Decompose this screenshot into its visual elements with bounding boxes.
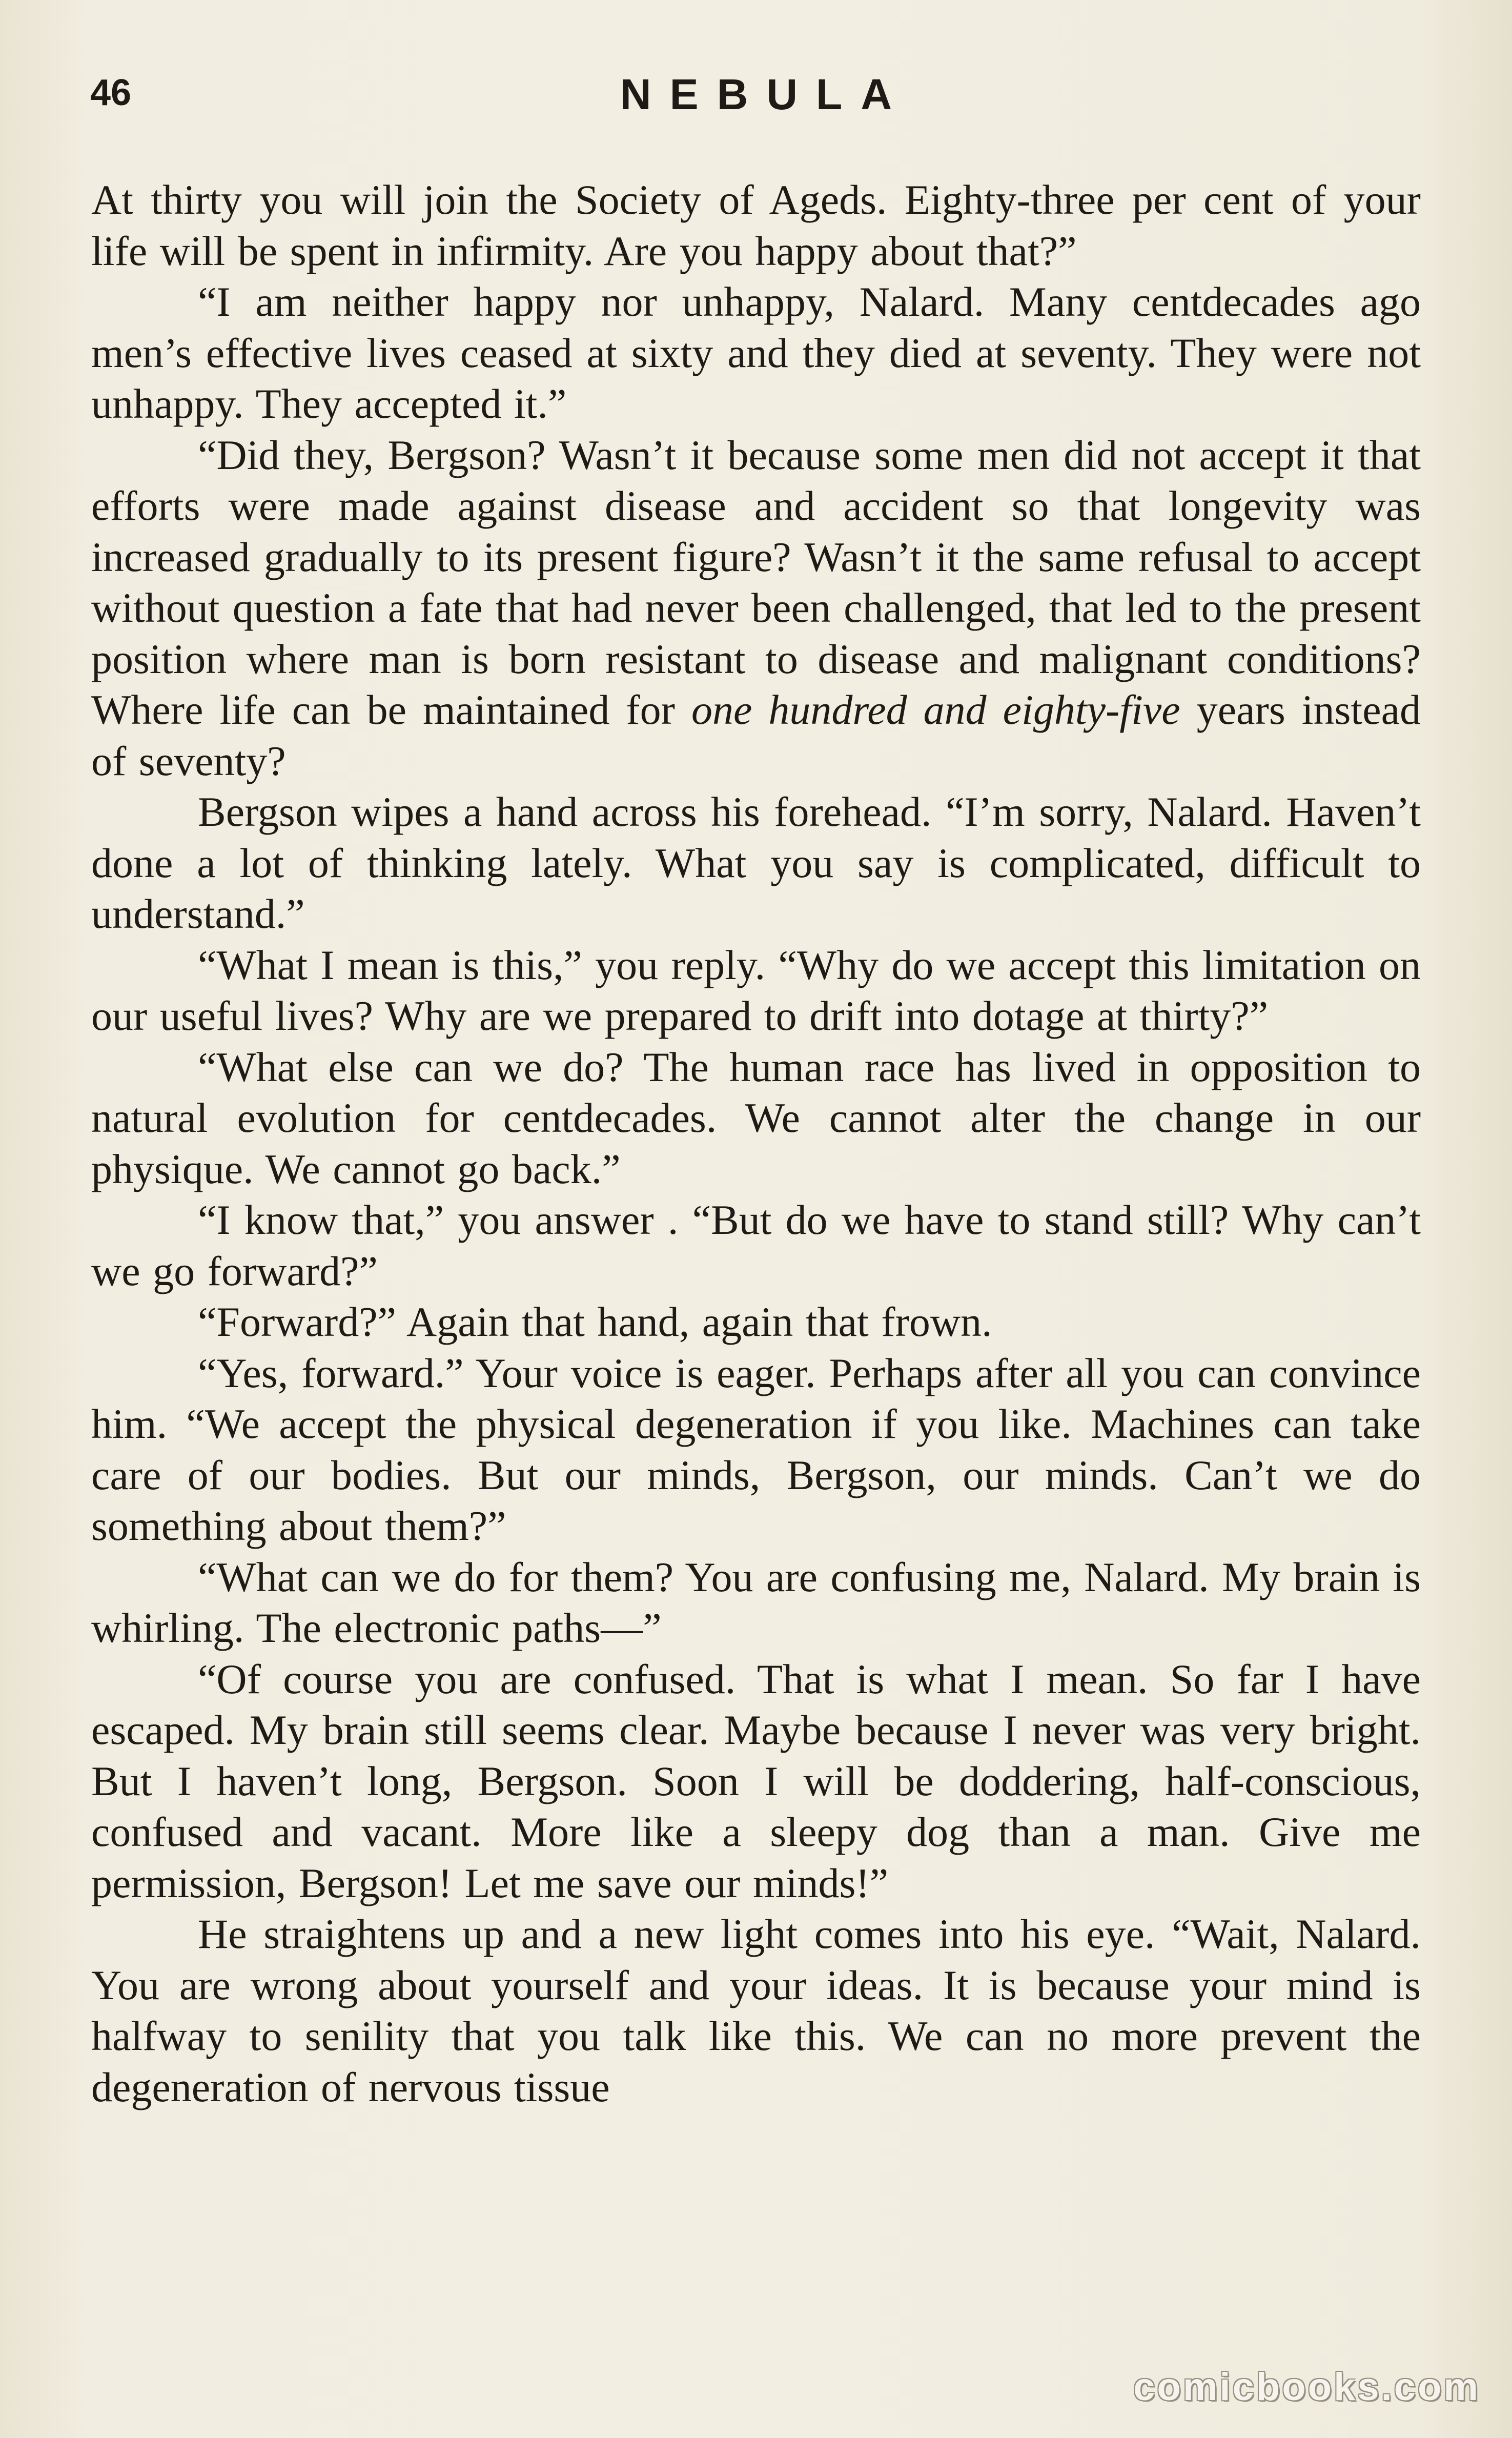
paragraph	[91, 1348, 1421, 1552]
paragraph	[91, 1908, 1421, 2112]
text-run: “Did they, Bergson? Wasn’t it because some men did not accept it that efforts were made against disease and accident so that longevity was increased gradually to its present figure? Wasn’t it the same refusal to accept without question a fate that had never been challenged, that led to the present position where man is born resistant to disease and malignant conditions? Where life can be maintained for	[91, 431, 1421, 733]
text-run: “Of course you are confused. That is what I mean. So far I have escaped. My brain still seems clear. Maybe because I never was very bright. But I haven’t long, Bergson. Soon I will be doddering, half-conscious, confused and vacant. More like a sleepy dog than a man. Give me permission, Bergson! Let me save our minds!”	[91, 1655, 1421, 1906]
paragraph	[91, 1194, 1421, 1296]
text-run: “I am neither happy nor unhappy, Nalard. Many centdecades ago men’s effective lives ceased at sixty and they died at seventy. They were not unhappy. They accepted it.”	[91, 278, 1421, 427]
paragraph	[91, 1296, 1421, 1348]
paragraph	[91, 1552, 1421, 1654]
page-number: 46	[90, 72, 132, 113]
page-header	[90, 72, 1422, 128]
text-run: “What can we do for them? You are confusing me, Nalard. My brain is whirling. The electronic paths—”	[91, 1553, 1421, 1651]
text-run: “Forward?” Again that hand, again that frown.	[198, 1298, 992, 1345]
watermark-logo: comicbooks.com	[1133, 2365, 1480, 2409]
paragraph	[91, 276, 1421, 430]
text-run: Bergson wipes a hand across his forehead. “I’m sorry, Nalard. Haven’t done a lot of thinking lately. What you say is complicated, difficult to understand.”	[91, 788, 1421, 937]
paragraph	[91, 786, 1421, 940]
text-run: “I know that,” you answer . “But do we have to stand still? Why can’t we go forward?”	[91, 1196, 1421, 1294]
running-head-title: NEBULA	[620, 70, 910, 118]
paragraph	[91, 1042, 1421, 1195]
italic-text: one hundred and eighty-five	[691, 686, 1180, 733]
text-run: At thirty you will join the Society of Ageds. Eighty-three per cent of your life will be spent in infirmity. Are you happy about that?”	[91, 176, 1421, 274]
text-run: “Yes, forward.” Your voice is eager. Perhaps after all you can convince him. “We accept the physical degeneration if you like. Machines can take care of our bodies. But our minds, Bergson, our minds. Can’t we do something about them?”	[91, 1349, 1421, 1549]
text-run: “What else can we do? The human race has lived in opposition to natural evolution for centdecades. We cannot alter the change in our physique. We cannot go back.”	[91, 1043, 1421, 1192]
paragraph	[91, 174, 1421, 276]
text-run: He straightens up and a new light comes into his eye. “Wait, Nalard. You are wrong about yourself and your ideas. It is because your mind is halfway to senility that you talk like this. We can no more prevent the degeneration of nervous tissue	[91, 1911, 1421, 2110]
paragraph	[91, 1654, 1421, 1909]
story-text	[91, 174, 1421, 2112]
text-run: “What I mean is this,” you reply. “Why do we accept this limitation on our useful lives? Why are we prepared to drift into dotage at thirty?”	[91, 941, 1421, 1039]
paragraph	[91, 430, 1421, 787]
text-run: years instead of seventy?	[91, 686, 1421, 784]
paragraph	[91, 940, 1421, 1042]
